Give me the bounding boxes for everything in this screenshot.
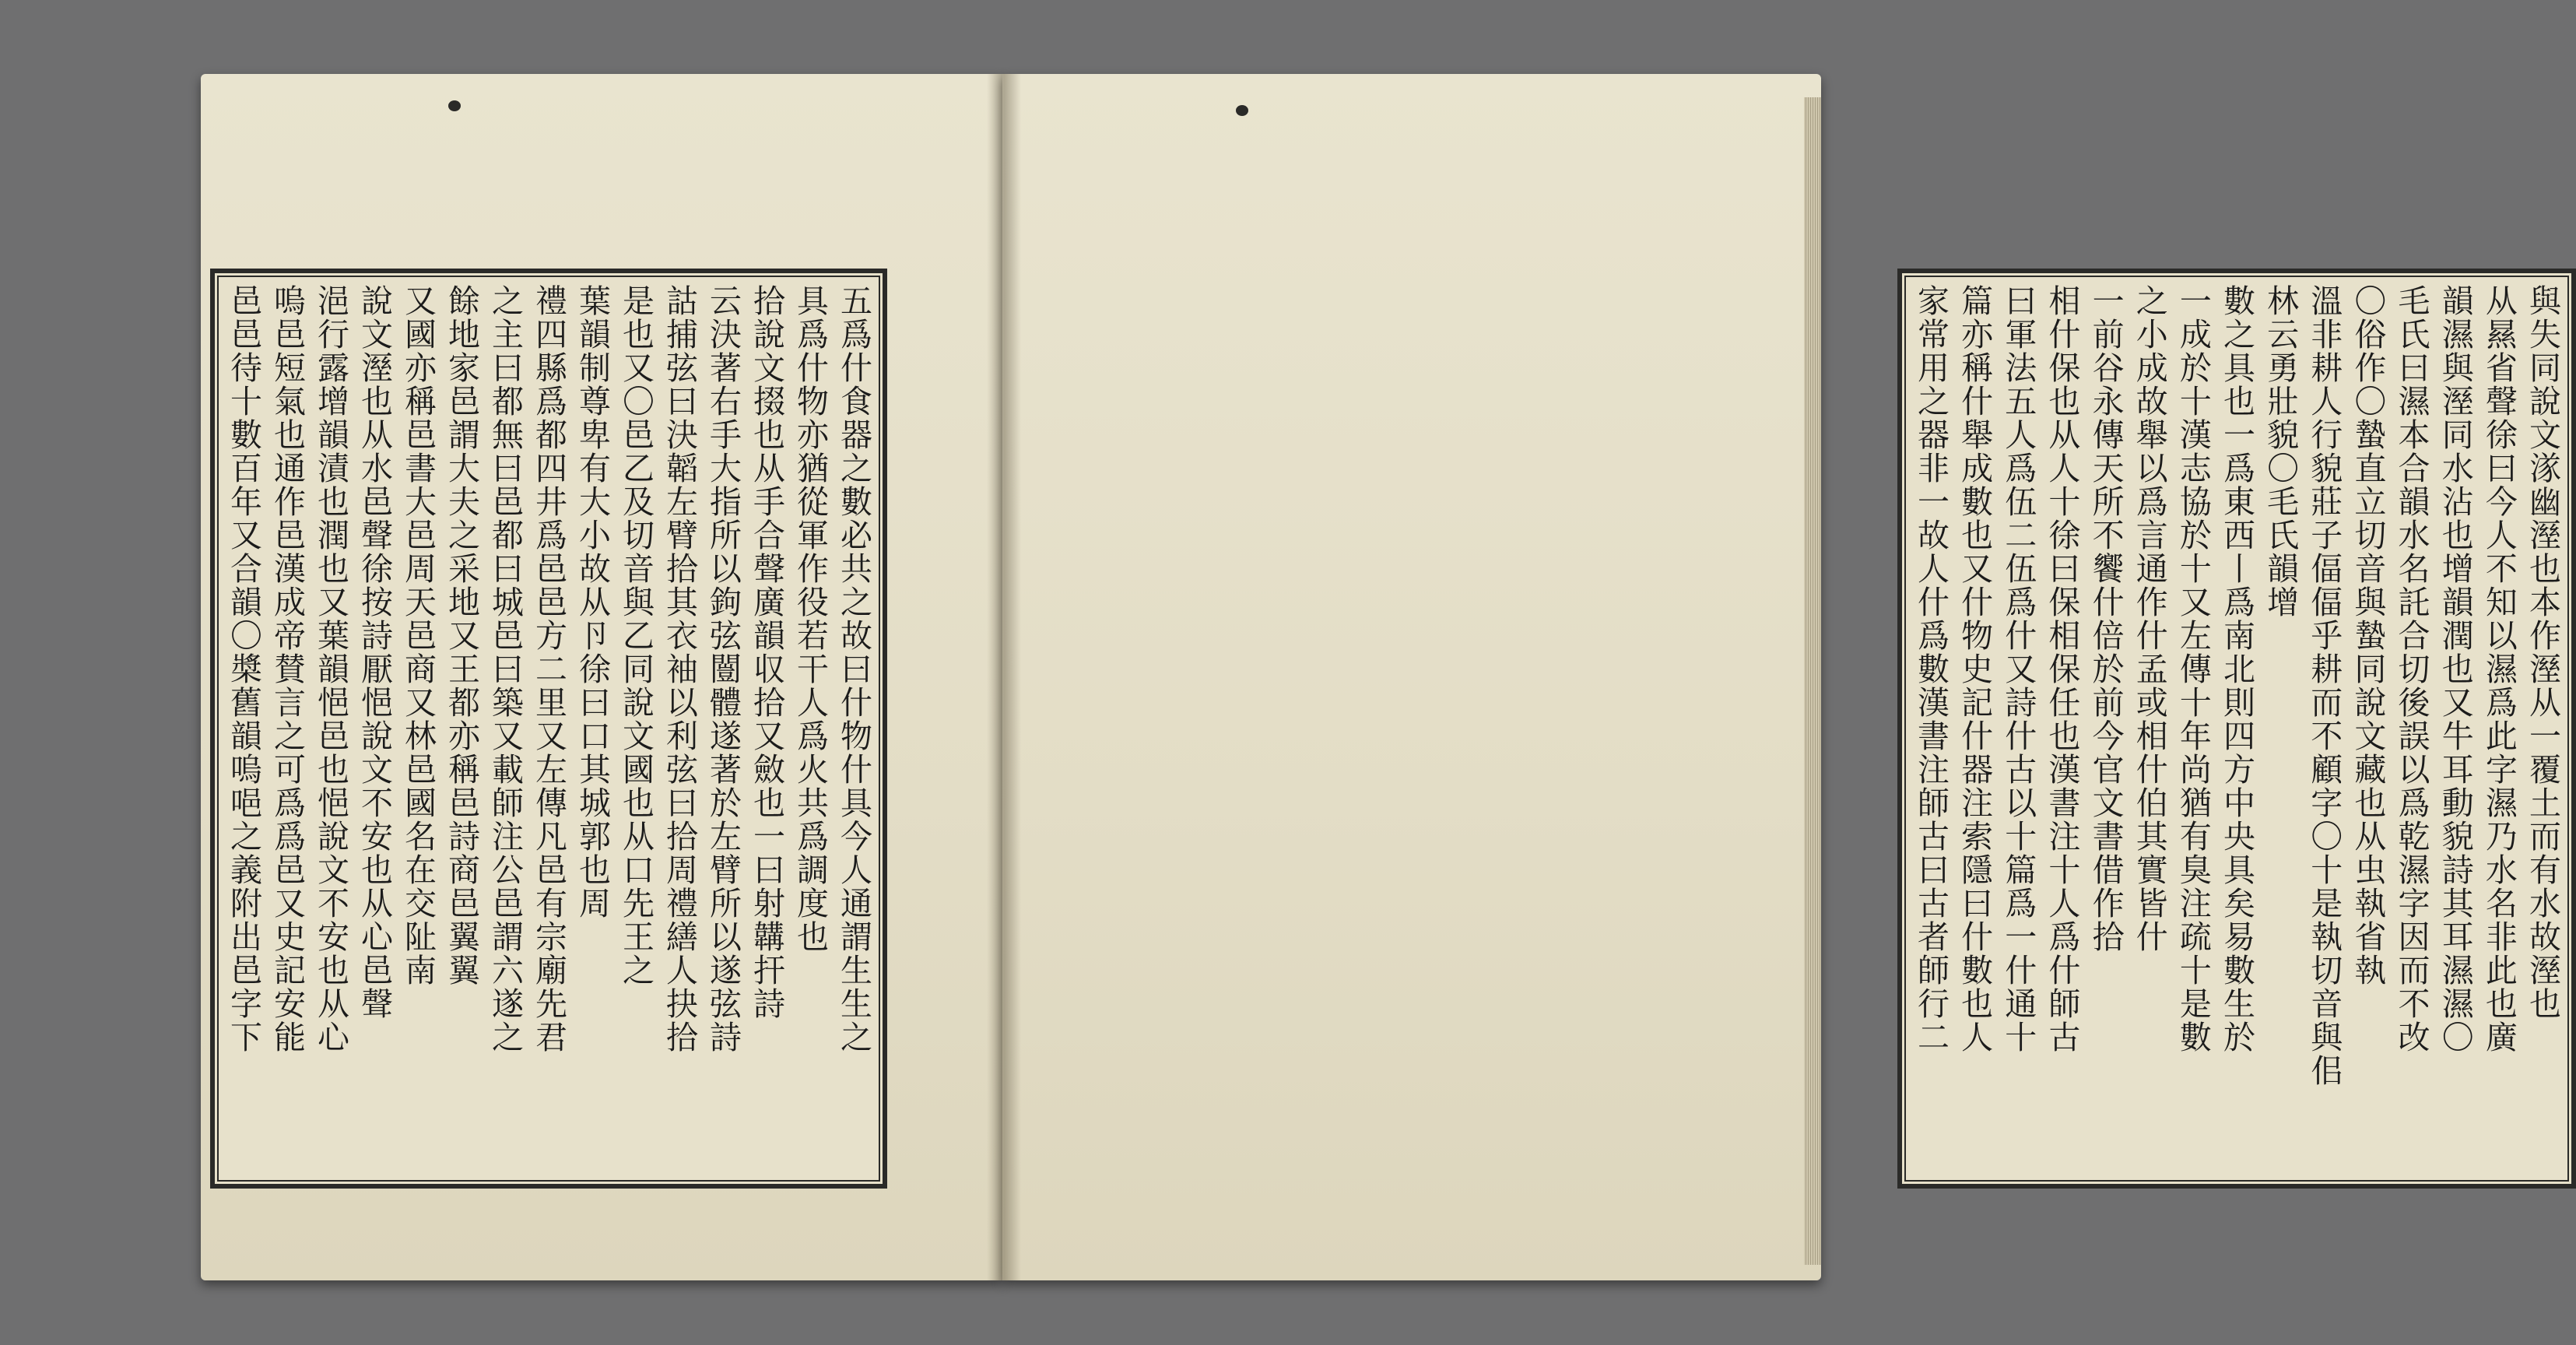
text-column: 韻濕與溼同水沾也增韻潤也又牛耳動貌詩其耳濕濕〇	[2436, 284, 2474, 1054]
text-column: 數之具也一爲東西丨爲南北則四方中央具矣易數生於	[2217, 284, 2255, 1054]
text-column: 〇俗作〇蟄直立切音與蟄同說文藏也从虫執省執	[2349, 284, 2387, 987]
book-gutter	[987, 74, 1021, 1280]
right-page	[1002, 74, 2561, 1280]
text-column: 相什保也从人十徐曰保相保任也漢書注十人爲什師古	[2043, 284, 2081, 1054]
text-column: 篇亦稱什舉成數也又什物史記什器注索隱曰什數也人	[1956, 284, 1994, 1054]
text-column: 說文溼也从水邑聲徐按詩厭悒說文不安也从心邑聲	[356, 284, 393, 1020]
left-page	[201, 74, 1002, 1280]
text-column: 是也又〇邑乙及切音與乙同說文國也从口先王之	[617, 284, 655, 987]
text-column: 具爲什物亦猶從軍作役若干人爲火共爲調度也	[791, 284, 829, 953]
text-column: 禮四縣爲都四井爲邑邑方二里又左傳凡邑有宗廟先君	[530, 284, 567, 1054]
text-column: 曰軍法五人爲伍二伍爲什又詩什古以十篇爲一什通十	[1999, 284, 2037, 1054]
text-column: 葉韻制尊卑有大小故从卪徐曰口其城郭也周	[574, 284, 611, 920]
ink-dot	[1236, 105, 1248, 116]
text-column: 溫非耕人行貌莊子偪偪乎耕而不顧字〇十是執切音與佀	[2305, 284, 2343, 1087]
text-column: 嗚邑短氣也通作邑漢成帝賛言之可爲爲邑又史記安能	[268, 284, 306, 1054]
text-column: 邑邑待十數百年又合韻〇槳舊韻嗚唈之義附出邑字下	[225, 284, 262, 1054]
text-column: 林云勇壯貌〇毛氏韻增	[2262, 284, 2300, 619]
left-text-frame	[210, 269, 887, 1189]
text-column: 之主曰都無曰邑都曰城邑曰築又載師注公邑謂六遂之	[486, 284, 524, 1054]
page-edges	[1804, 97, 1821, 1265]
open-book	[201, 74, 2561, 1296]
text-column: 詁捕弦曰決韜左臂拾其衣袖以利弦曰拾周禮繕人抉拾	[661, 284, 698, 1054]
text-column: 毛氏曰濕本合韻水名託合切後誤以爲乾濕字因而不改	[2392, 284, 2430, 1054]
text-column: 一前谷永傳天所不饗什倍於前今官文書借作拾	[2086, 284, 2125, 953]
text-column: 之小成故舉以爲言通作什孟或相什伯其實皆什	[2130, 284, 2168, 953]
text-column: 一成於十漢志協於十又左傳十年尚猶有臭注疏十是數	[2174, 284, 2212, 1054]
text-column: 與失同說文㴚幽溼也本作溼从一覆土而有水故溼也	[2523, 284, 2561, 1020]
left-columns	[226, 284, 872, 1173]
text-column: 五爲什食器之數必共之故曰什物什具今人通謂生生之	[835, 284, 872, 1054]
text-column: 浥行露增韻漬也潤也又葉韻悒邑也悒說文不安也从心	[312, 284, 349, 1054]
text-column: 又國亦稱邑書大邑周天邑商又林邑國名在交阯南	[399, 284, 437, 987]
text-column: 拾說文掇也从手合聲廣韻収拾又斂也一曰射韝扞詩	[748, 284, 785, 1020]
text-column: 家常用之器非一故人什爲數漢書注師古曰古者師行二	[1912, 284, 1950, 1054]
ink-dot	[448, 100, 461, 111]
text-column: 云決著右手大指所以鉤弦闓體遂著於左臂所以遂弦詩	[704, 284, 742, 1054]
right-columns	[1913, 284, 2560, 1173]
right-text-frame	[1897, 269, 2576, 1189]
text-column: 餘地家邑謂大夫之采地又王都亦稱邑詩商邑翼翼	[443, 284, 480, 987]
text-column: 从㬎省聲徐曰今人不知以濕爲此字濕乃水名非此也廣	[2479, 284, 2518, 1054]
